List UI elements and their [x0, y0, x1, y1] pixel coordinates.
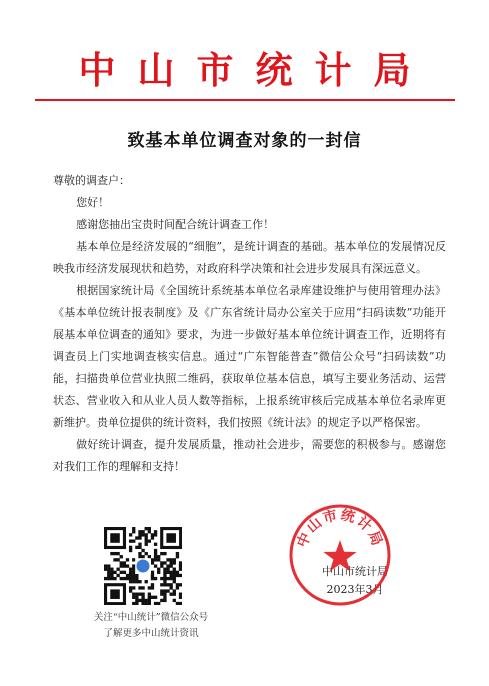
official-seal [287, 502, 393, 608]
qr-caption [58, 610, 244, 642]
paragraph-basis: 根据国家统计局《全国统计系统基本单位名录库建设维护与使用管理办法》《基本单位统计报表制度》及《广东省统计局办公室关于应用“扫码读数”功能开展基本单位调查的通知》要求，为进一步做好基本单位统计调查工作，近期将有调查员上门实地调查核实信息。通过“广东智能普查”微信公众号“扫码读数”功能，扫描贵单位营业执照二维码，获取单位基本信息，填写主要业务活动、运营状态、营业收入和从业人员人数等指标，上报系统审核后完成基本单位名录库更新维护。贵单位提供的统计资料，我们按照《统计法》的规定予以严格保密。 [53, 284, 446, 429]
letterhead-org-name: 中山市统计局 [78, 48, 433, 92]
qr-code[interactable] [104, 527, 182, 605]
paragraph-closing: 做好统计调查，提升发展质量，推动社会进步，需要您的积极参与。感谢您对我们工作的理解和支持！ [53, 438, 446, 473]
paragraph-greeting: 您好！ [76, 196, 110, 209]
qr-caption-line2: 了解更多中山统计资讯 [103, 628, 199, 639]
letter-title: 致基本单位调查对象的一封信 [127, 131, 362, 151]
seal-image [287, 502, 393, 608]
letterhead-divider [35, 99, 455, 101]
seal-star-icon [323, 540, 356, 571]
salutation: 尊敬的调查户： [53, 174, 130, 187]
paragraph-background: 基本单位是经济发展的“细胞”，是统计调查的基础。基本单位的发展情况反映我市经济发展现状和趋势，对政府科学决策和社会进步发展具有深远意义。 [53, 240, 446, 275]
signature-date: 2023年3月 [326, 583, 384, 596]
qr-code-image [104, 527, 182, 605]
qr-caption-line1: 关注“中山统计”微信公众号 [93, 612, 209, 623]
seal-text: 中山市统计局 [294, 507, 386, 550]
signature-org: 中山市统计局 [322, 565, 388, 578]
paragraph-thanks: 感谢您抽出宝贵时间配合统计调查工作！ [76, 218, 275, 231]
letter-body [53, 170, 446, 478]
